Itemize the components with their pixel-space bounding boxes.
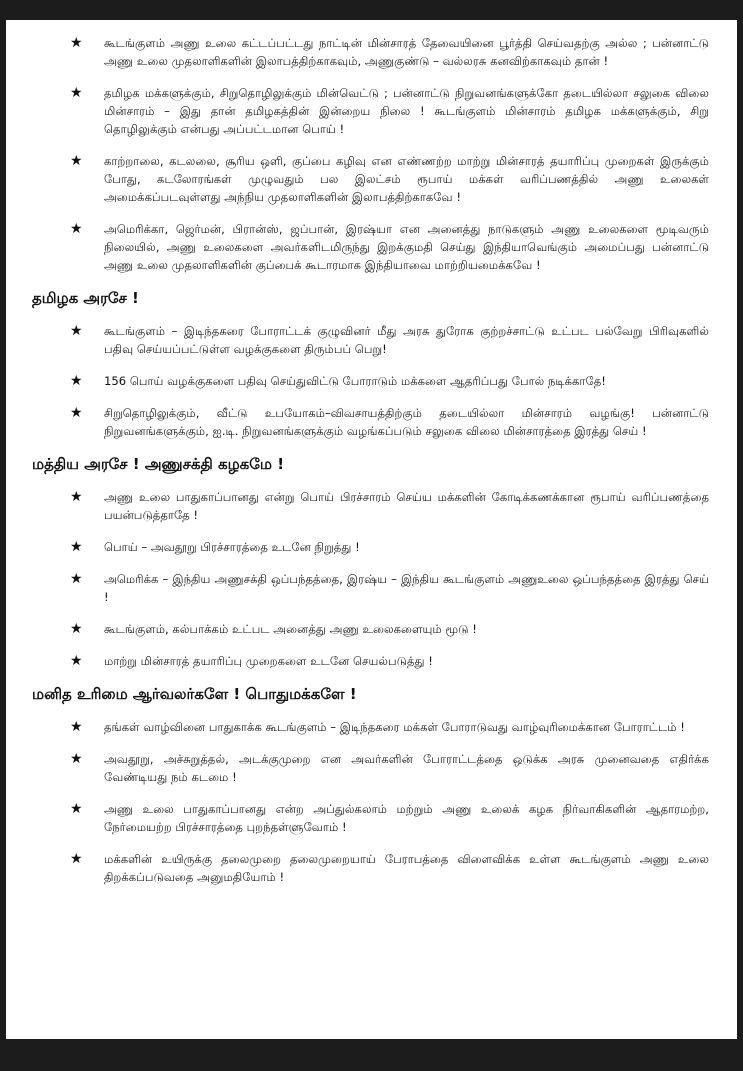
section-heading: மத்திய அரசே ! அணுசக்தி கழகமே ! — [32, 455, 285, 473]
list-item-text: அணு உலை பாதுகாப்பானது என்று பொய் பிரச்சாரம் செய்ய மக்களின் கோடிக்கணக்கான ரூபாய் வரிப்பணத்தை பயன்படுத்தாதே ! — [104, 490, 709, 522]
list-item — [28, 800, 709, 836]
list-item — [28, 620, 709, 638]
list-item-text: 156 பொய் வழக்குகளை பதிவு செய்துவிட்டு போராடும் மக்களை ஆதரிப்பது போல் நடிக்காதே! — [104, 374, 606, 388]
section-heading: மனித உரிமை ஆர்வலர்களே ! பொதுமக்களே ! — [32, 685, 357, 703]
document-page — [6, 20, 737, 1039]
star-bullet-icon: ★ — [70, 653, 83, 669]
list-item — [28, 152, 709, 206]
list-item-text: தங்கள் வாழ்வினை பாதுகாக்க கூடங்குளம் – இடிந்தகரை மக்கள் போராடுவது வாழ்வுரிமைக்கான போராட்டம் ! — [104, 720, 685, 734]
star-bullet-icon: ★ — [70, 373, 83, 389]
list-item — [28, 718, 709, 736]
star-bullet-icon: ★ — [70, 221, 83, 237]
star-bullet-icon: ★ — [70, 539, 83, 555]
list-item — [28, 322, 709, 358]
star-bullet-icon: ★ — [70, 153, 83, 169]
list-item-text: கூடங்குளம் – இடிந்தகரை போராட்டக் குழுவினர் மீது அரசு துரோக குற்றச்சாட்டு உட்பட பல்வேறு பிரிவுகளில் பதிவு செய்யப்பட்டுள்ள வழக்குகளை திரும்பப் பெறு! — [104, 324, 709, 356]
list-item-text: அவதூறு, அச்சுறுத்தல், அடக்குமுறை என அவர்களின் போராட்டத்தை ஒடுக்க அரசு முனைவதை எதிர்க்க வேண்டியது நம் கடமை ! — [104, 752, 709, 784]
list-item-text: அமெரிக்கா, ஜெர்மன், பிரான்ஸ், ஜப்பான், இரஷ்யா என அனைத்து நாடுகளும் அணு உலைகளை மூடிவரும் நிலையில், அணு உலைகளை அவர்களிடமிருந்து இறக்குமதி செய்து இந்தியாவெங்கும் அமைப்பது பன்னாட்டு அணு உலை முதலாளிகளின் குப்பைக் கூடாரமாக இந்தியாவை மாற்றியமைக்கவே ! — [104, 222, 709, 272]
bullet-list — [28, 34, 709, 274]
list-item-text: கூடங்குளம், கல்பாக்கம் உட்பட அனைத்து அணு உலைகளையும் மூடு ! — [104, 622, 477, 636]
list-item — [28, 488, 709, 524]
list-item-text: சிறுதொழிலுக்கும், வீட்டு உபயோகம்–விவசாயத்திற்கும் தடையில்லா மின்சாரம் வழங்கு! பன்னாட்டு நிறுவனங்களுக்கும், ஐ.டி. நிறுவனங்களுக்கும் வழங்கப்படும் சலுகை விலை மின்சாரத்தை இரத்து செய் ! — [104, 406, 709, 438]
list-item — [28, 372, 709, 390]
list-item-text: அணு உலை பாதுகாப்பானது என்ற அப்துல்கலாம் மற்றும் அணு உலைக் கழக நிர்வாகிகளின் ஆதாரமற்ற, நேர்மையற்ற பிரச்சாரத்தை புறந்தள்ளுவோம் ! — [104, 802, 709, 834]
document-content — [28, 34, 709, 886]
bullet-list — [28, 322, 709, 440]
list-item — [28, 220, 709, 274]
list-item — [28, 84, 709, 138]
star-bullet-icon: ★ — [70, 489, 83, 505]
list-item — [28, 34, 709, 70]
list-item-text: தமிழக மக்களுக்கும், சிறுதொழிலுக்கும் மின்வெட்டு ; பன்னாட்டு நிறுவனங்களுக்கோ தடையில்லா சலுகை விலை மின்சாரம் – இது தான் தமிழகத்தின் இன்றைய நிலை ! கூடங்குளம் மின்சாரம் தமிழக மக்களுக்கும், சிறு தொழிலுக்கும் என்பது அப்பட்டமான பொய் ! — [104, 86, 709, 136]
star-bullet-icon: ★ — [70, 571, 83, 587]
list-item — [28, 404, 709, 440]
section-heading: தமிழக அரசே ! — [32, 289, 139, 307]
bullet-list — [28, 488, 709, 670]
star-bullet-icon: ★ — [70, 85, 83, 101]
list-item-text: அமெரிக்க – இந்திய அணுசக்தி ஒப்பந்தத்தை, இரஷ்ய – இந்திய கூடங்குளம் அணுஉலை ஒப்பந்தத்தை இரத்து செய் ! — [104, 572, 709, 604]
star-bullet-icon: ★ — [70, 323, 83, 339]
list-item — [28, 850, 709, 886]
star-bullet-icon: ★ — [70, 851, 83, 867]
list-item-text: பொய் – அவதூறு பிரச்சாரத்தை உடனே நிறுத்து ! — [104, 540, 360, 554]
star-bullet-icon: ★ — [70, 801, 83, 817]
list-item-text: கூடங்குளம் அணு உலை கட்டப்பட்டது நாட்டின் மின்சாரத் தேவையினை பூர்த்தி செய்வதற்கு அல்ல ; பன்னாட்டு அணு உலை முதலாளிகளின் இலாபத்திற்காகவும், அணுகுண்டு – வல்லரசு கனவிற்காகவும் தான் ! — [104, 36, 709, 68]
star-bullet-icon: ★ — [70, 35, 83, 51]
star-bullet-icon: ★ — [70, 719, 83, 735]
list-item — [28, 750, 709, 786]
list-item — [28, 652, 709, 670]
bullet-list — [28, 718, 709, 886]
star-bullet-icon: ★ — [70, 621, 83, 637]
list-item — [28, 538, 709, 556]
list-item-text: மாற்று மின்சாரத் தயாரிப்பு முறைகளை உடனே செயல்படுத்து ! — [104, 654, 433, 668]
list-item-text: மக்களின் உயிருக்கு தலைமுறை தலைமுறையாய் பேராபத்தை விளைவிக்க உள்ள கூடங்குளம் அணு உலை திறக்கப்படுவதை அனுமதியோம் ! — [104, 852, 709, 884]
star-bullet-icon: ★ — [70, 751, 83, 767]
list-item — [28, 570, 709, 606]
list-item-text: காற்றாலை, கடலலை, சூரிய ஒளி, குப்பை கழிவு என எண்ணற்ற மாற்று மின்சாரத் தயாரிப்பு முறைகள் இருக்கும் போது, கடலோரங்கள் முழுவதும் பல இலட்சம் ரூபாய் மக்கள் வரிப்பணத்தில் அணு உலைகள் அமைக்கப்படவுள்ளது அந்நிய முதலாளிகளின் இலாபத்திற்காகவே ! — [104, 154, 709, 204]
star-bullet-icon: ★ — [70, 405, 83, 421]
